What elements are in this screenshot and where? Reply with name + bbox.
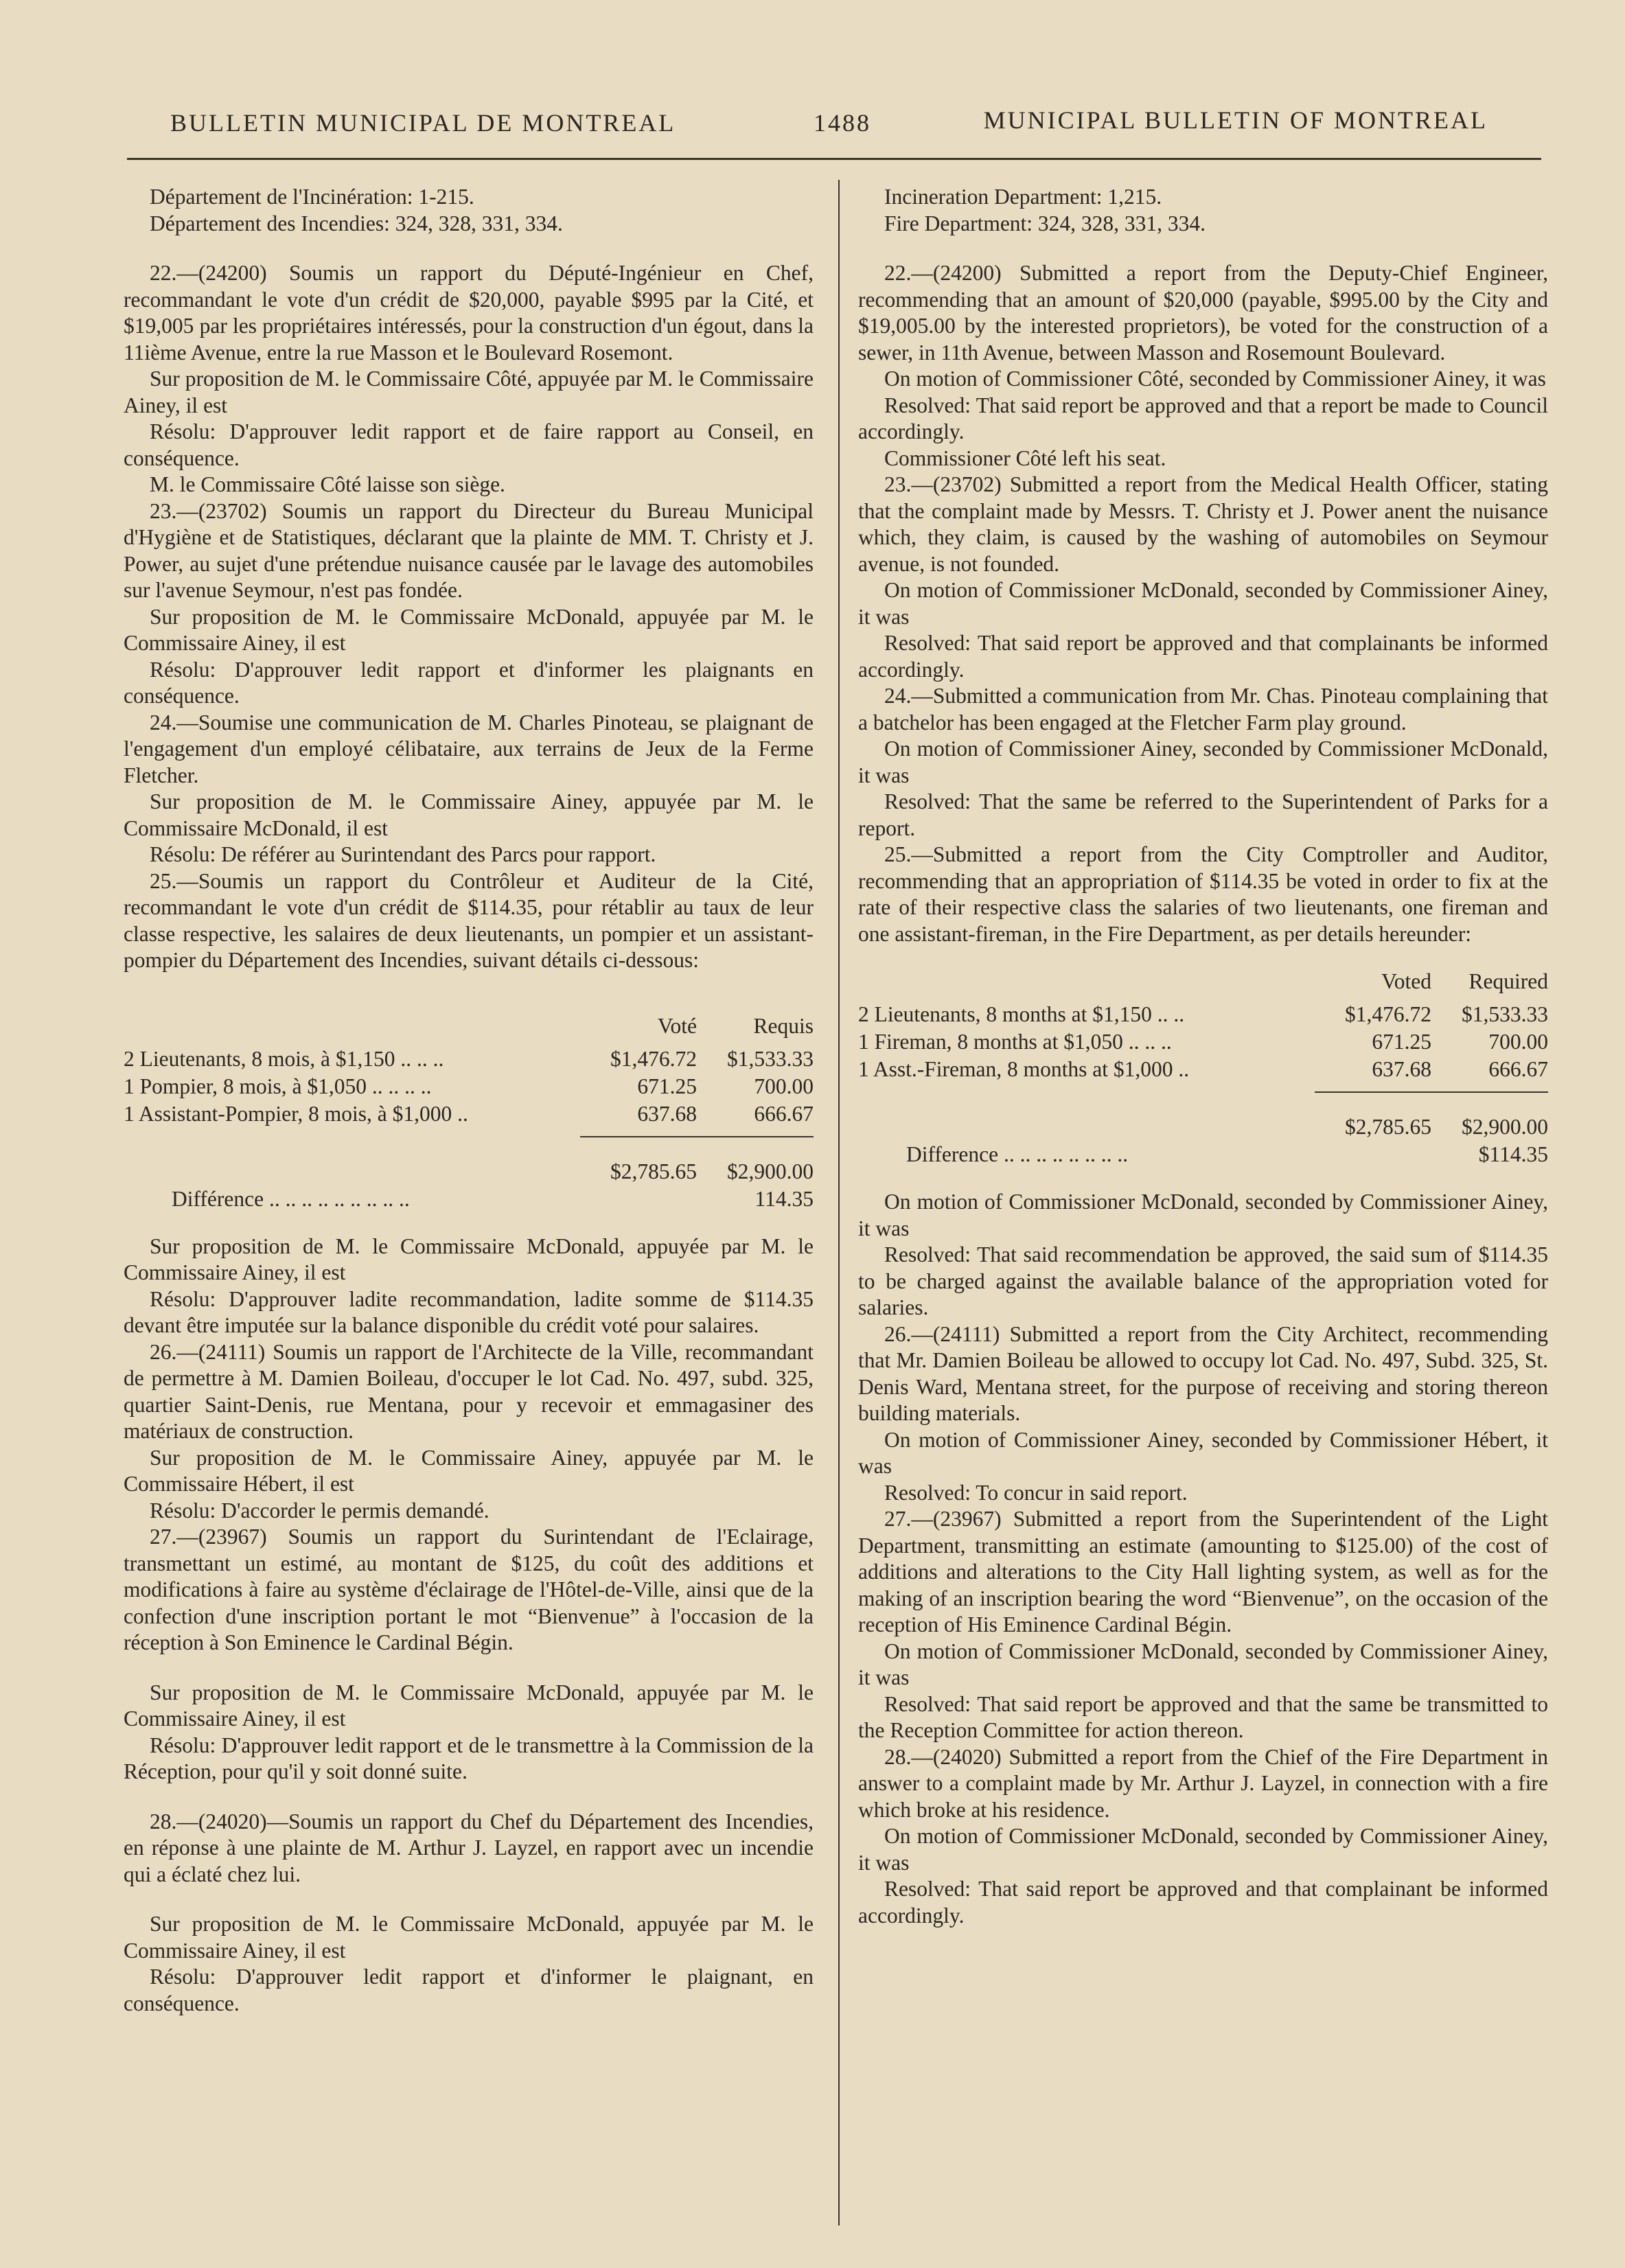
resolution: Résolu: D'approuver ledit rapport et d'informer les plaignants en conséquence.: [124, 657, 814, 708]
resolution: Resolved: That said recommendation be approved, the said sum of $114.35 to be charged against the available balance of the appropriation voted for salaries.: [858, 1242, 1548, 1319]
item-26: 26.—(24111) Submitted a report from the City Architect, recommending that Mr. Damien Boileau be allowed to occupy lot Cad. No. 497, Subd. 325, St. Denis Ward, Mentana street, for the purpose of receiving and storing thereon building materials.: [858, 1321, 1548, 1425]
item-22: 22.—(24200) Submitted a report from the Deputy-Chief Engineer, recommending that an amount of $20,000 (payable, $995.00 by the City and $19,005.00 by the interested proprietors), be voted for the construction of a sewer, in 11th Avenue, between Masson and Rosemount Boulevard.: [858, 261, 1548, 364]
motion: On motion of Commissioner McDonald, seconded by Commissioner Ainey, it was: [858, 1639, 1548, 1689]
item-24: 24.—Soumise une communication de M. Charles Pinoteau, se plaignant de l'engagement d'un employé célibataire, aux terrains de Jeux de la Ferme Fletcher.: [124, 710, 814, 787]
resolution: Résolu: De référer au Surintendant des Parcs pour rapport.: [150, 842, 656, 866]
header-french-title: BULLETIN MUNICIPAL DE MONTREAL: [170, 109, 676, 137]
item-23: 23.—(23702) Submitted a report from the Medical Health Officer, stating that the complaint made by Messrs. T. Christy et J. Power anent the nuisance which, they claim, is caused by the washing of automobiles on Seymour avenue, is not founded.: [858, 472, 1548, 576]
motion: On motion of Commissioner Côté, seconded by Commissioner Ainey, it was: [884, 367, 1546, 391]
item-27: 27.—(23967) Submitted a report from the Superintendent of the Light Department, transmitting an estimate (amounting to $125.00) of the cost of additions and alterations to the City Hall lighting system, as well as for the making of an inscription bearing the word “Bienvenue”, on the occasion of the reception of His Eminence Cardinal Bégin.: [858, 1507, 1548, 1636]
paragraph: M. le Commissaire Côté laisse son siège.: [150, 472, 505, 496]
resolution: Resolved: That the same be referred to the Superintendent of Parks for a report.: [858, 789, 1548, 840]
paragraph: Département de l'Incinération: 1-215.: [150, 185, 474, 209]
paragraph: Fire Department: 324, 328, 331, 334.: [884, 211, 1206, 235]
table-header-required: Requis: [753, 1013, 814, 1038]
column-divider: [838, 180, 840, 2225]
item-25: 25.—Soumis un rapport du Contrôleur et Auditeur de la Cité, recommandant le vote d'un crédit de $114.35, pour rétablir au taux de leur classe respective, les salaires de deux lieutenants, un pompier et un assistant-pompier du Département des Incendies, suivant détails ci-dessous:: [124, 868, 814, 972]
item-24: 24.—Submitted a communication from Mr. Chas. Pinoteau complaining that a batchelor has been engaged at the Fletcher Farm play ground.: [858, 684, 1548, 734]
motion: Sur proposition de M. le Commissaire McDonald, appuyée par M. le Commissaire Ainey, il est: [124, 1680, 814, 1731]
motion: Sur proposition de M. le Commissaire Ainey, appuyée par M. le Commissaire McDonald, il est: [124, 789, 814, 840]
resolution: Resolved: To concur in said report.: [884, 1480, 1188, 1505]
motion: On motion of Commissioner McDonald, seconded by Commissioner Ainey, it was: [858, 578, 1548, 629]
motion: On motion of Commissioner Ainey, seconded by Commissioner Hébert, it was: [858, 1427, 1548, 1478]
resolution: Résolu: D'accorder le permis demandé.: [150, 1498, 489, 1523]
english-column: [858, 184, 1548, 1929]
table-row: 1 Assistant-Pompier, 8 mois, à $1,000 .. 637.68 666.67: [124, 1101, 814, 1126]
item-28: 28.—(24020) Submitted a report from the Chief of the Fire Department in answer to a complaint made by Mr. Arthur J. Layzel, in connection with a fire which broke at his residence.: [858, 1744, 1548, 1822]
motion: Sur proposition de M. le Commissaire Côté, appuyée par M. le Commissaire Ainey, il est: [124, 367, 814, 417]
table-row: 1 Pompier, 8 mois, à $1,050 .. .. .. .. 671.25 700.00: [124, 1074, 814, 1098]
item-26: 26.—(24111) Soumis un rapport de l'Architecte de la Ville, recommandant de permettre à M. Damien Boileau, d'occuper le lot Cad. No. 497, subd. 325, quartier Saint-Denis, rue Mentana, pour y recevoir et emmagasiner des matériaux de construction.: [124, 1339, 814, 1443]
resolution: Résolu: D'approuver ledit rapport et de le transmettre à la Commission de la Réception, pour qu'il y soit donné suite.: [124, 1733, 814, 1783]
resolution: Resolved: That said report be approved and that the same be transmitted to the Reception Committee for action thereon.: [858, 1691, 1548, 1742]
motion: Sur proposition de M. le Commissaire McDonald, appuyée par M. le Commissaire Ainey, il est: [124, 604, 814, 655]
paragraph: Département des Incendies: 324, 328, 331, 334.: [150, 211, 563, 235]
table-row: 2 Lieutenants, 8 mois, à $1,150 .. .. .. $1,476.72 $1,533.33: [124, 1046, 814, 1071]
motion: Sur proposition de M. le Commissaire McDonald, appuyée par M. le Commissaire Ainey, il est: [124, 1912, 814, 1963]
salary-table-french: [124, 1012, 814, 1213]
resolution: Resolved: That said report be approved and that complainant be informed accordingly.: [858, 1877, 1548, 1928]
table-difference-row: Difference .. .. .. .. .. .. .. .. $114.35: [906, 1142, 1548, 1166]
header-english-title: MUNICIPAL BULLETIN OF MONTREAL: [983, 106, 1488, 134]
item-22: 22.—(24200) Soumis un rapport du Député-Ingénieur en Chef, recommandant le vote d'un crédit de $20,000, payable $995 par la Cité, et $19,005 par les propriétaires intéressés, pour la construction d'un égout, dans la 11ième Avenue, entre la rue Masson et le Boulevard Rosemont.: [124, 261, 814, 364]
item-27: 27.—(23967) Soumis un rapport du Surintendant de l'Eclairage, transmettant un estimé, au montant de $125, du coût des additions et modifications à faire au système d'éclairage de l'Hôtel-de-Ville, ainsi que de la confection d'une inscription portant le mot “Bienvenue” à l'occasion de la réception à Son Eminence le Cardinal Bégin.: [124, 1525, 814, 1654]
table-header-voted: Voted: [1381, 969, 1431, 993]
item-23: 23.—(23702) Soumis un rapport du Directeur du Bureau Municipal d'Hygiène et de Statistiques, déclarant que la plainte de MM. T. Christy et J. Power, au sujet d'une prétendue nuisance causée par le lavage des automobiles sur l'avenue Seymour, n'est pas fondée.: [124, 498, 814, 602]
resolution: Résolu: D'approuver ladite recommandation, ladite somme de $114.35 devant être imputée sur la balance disponible du crédit voté pour salaires.: [124, 1286, 814, 1337]
table-total-row: $2,785.65 $2,900.00: [1345, 1115, 1548, 1139]
resolution: Résolu: D'approuver ledit rapport et d'informer le plaignant, en conséquence.: [124, 1965, 814, 2015]
motion: On motion of Commissioner McDonald, seconded by Commissioner Ainey, it was: [858, 1190, 1548, 1240]
salary-table-english: [858, 968, 1548, 1168]
resolution: Résolu: D'approuver ledit rapport et de faire rapport au Conseil, en conséquence.: [124, 419, 814, 470]
resolution: Resolved: That said report be approved and that a report be made to Council accordingly.: [858, 393, 1548, 443]
page-header: [137, 103, 1508, 144]
resolution: Resolved: That said report be approved and that complainants be informed accordingly.: [858, 631, 1548, 682]
paragraph: Commissioner Côté left his seat.: [884, 445, 1166, 470]
table-difference-row: Différence .. .. .. .. .. .. .. .. .. 114.35: [172, 1186, 814, 1211]
table-row: 2 Lieutenants, 8 months at $1,150 .. .. $1,476.72 $1,533.33: [858, 1002, 1548, 1026]
table-row: 1 Asst.-Fireman, 8 months at $1,000 .. 637.68 666.67: [858, 1057, 1548, 1081]
table-header-voted: Voté: [657, 1013, 697, 1038]
paragraph: Incineration Department: 1,215.: [884, 185, 1162, 209]
motion: On motion of Commissioner McDonald, seconded by Commissioner Ainey, it was: [858, 1824, 1548, 1875]
motion: Sur proposition de M. le Commissaire McDonald, appuyée par M. le Commissaire Ainey, il est: [124, 1234, 814, 1284]
item-28: 28.—(24020)—Soumis un rapport du Chef du Département des Incendies, en réponse à une plainte de M. Arthur J. Layzel, en rapport avec un incendie qui a éclaté chez lui.: [124, 1809, 814, 1886]
table-row: 1 Fireman, 8 months at $1,050 .. .. .. 671.25 700.00: [858, 1030, 1548, 1054]
item-25: 25.—Submitted a report from the City Comptroller and Auditor, recommending that an appropriation of $114.35 be voted in order to fix at the rate of their respective class the salaries of two lieutenants, one fireman and one assistant-fireman, in the Fire Department, as per details hereunder:: [858, 842, 1548, 946]
page-number: 1488: [814, 109, 871, 137]
french-column: [124, 184, 814, 2017]
header-rule: [127, 158, 1541, 160]
motion: Sur proposition de M. le Commissaire Ainey, appuyée par M. le Commissaire Hébert, il est: [124, 1445, 814, 1496]
table-header-required: Required: [1468, 969, 1548, 993]
motion: On motion of Commissioner Ainey, seconded by Commissioner McDonald, it was: [858, 737, 1548, 787]
table-total-row: $2,785.65 $2,900.00: [610, 1159, 814, 1183]
